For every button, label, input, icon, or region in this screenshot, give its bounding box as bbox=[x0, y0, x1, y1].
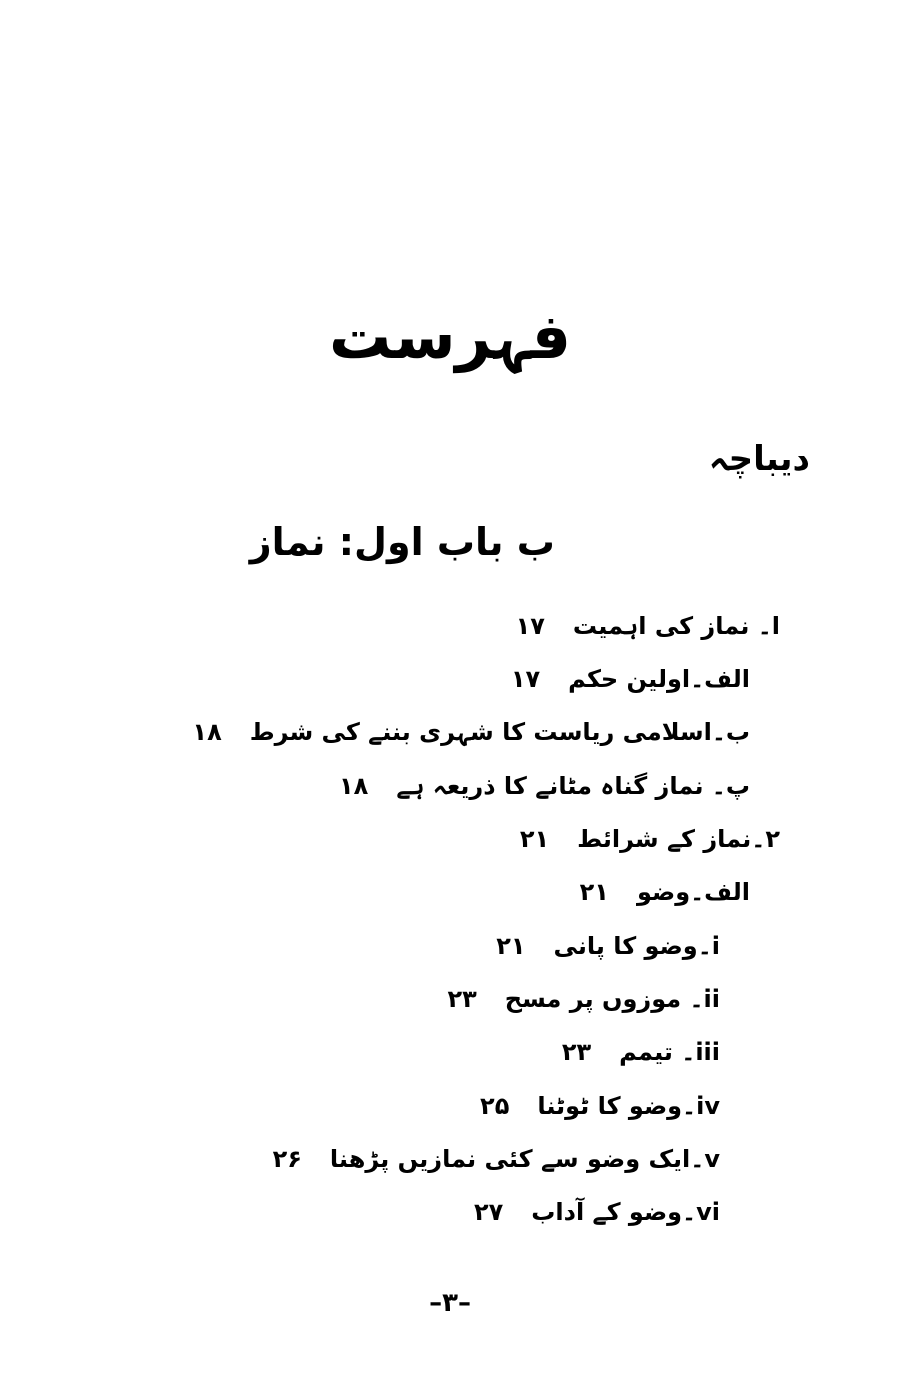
toc-entry-label: ب۔اسلامی ریاست کا شہری بننے کی شرط bbox=[249, 718, 750, 746]
chapter-heading: ب باب اول: نماز bbox=[249, 520, 555, 564]
toc-entry-page: ۲۵ bbox=[480, 1092, 510, 1120]
toc-entry bbox=[480, 1092, 720, 1121]
toc-entry bbox=[192, 718, 750, 747]
toc-entry-label: پ۔ نماز گناہ مٹانے کا ذریعہ ہے bbox=[396, 772, 750, 800]
preface-heading: دیباچہ bbox=[708, 439, 810, 479]
toc-entry bbox=[511, 665, 750, 694]
toc-entry-page: ۲۶ bbox=[272, 1145, 302, 1173]
toc-entry-label: الف۔وضو bbox=[636, 878, 750, 906]
toc-entry-page: ۲۱ bbox=[496, 932, 526, 960]
toc-entry bbox=[516, 612, 780, 641]
toc-entry-page: ۲۱ bbox=[519, 825, 550, 853]
toc-entry-label: ii۔ موزوں پر مسح bbox=[504, 985, 720, 1013]
toc-entry-page: ۱۷ bbox=[510, 665, 541, 693]
toc-entry-label: iv۔وضو کا ٹوٹنا bbox=[537, 1092, 720, 1120]
toc-entry-page: ۲۳ bbox=[561, 1038, 592, 1066]
toc-entry-label: iii۔ تیمم bbox=[619, 1038, 720, 1066]
toc-entry-page: ۱۸ bbox=[339, 772, 369, 800]
toc-entry bbox=[447, 985, 720, 1014]
toc-entry-page: ۱۸ bbox=[192, 718, 222, 746]
toc-entry-label: vi۔وضو کے آداب bbox=[531, 1198, 720, 1226]
page-number: –۳– bbox=[429, 1288, 471, 1318]
toc-entry bbox=[496, 932, 720, 961]
toc-entry-label: v۔ایک وضو سے کئی نمازیں پڑھنا bbox=[329, 1145, 720, 1173]
toc-entry bbox=[580, 878, 750, 907]
toc-entry bbox=[562, 1038, 720, 1067]
toc-entry-label: ۲۔نماز کے شرائط bbox=[577, 825, 780, 853]
toc-entry-page: ۲۷ bbox=[473, 1198, 504, 1226]
toc-entry-label: ا۔ نماز کی اہمیت bbox=[572, 612, 780, 640]
toc-entry-page: ۲۱ bbox=[579, 878, 609, 906]
toc-entry bbox=[273, 1145, 720, 1174]
page-title: فہرست bbox=[328, 300, 572, 373]
toc-entry bbox=[339, 772, 750, 801]
toc-entry-page: ۲۳ bbox=[447, 985, 477, 1013]
toc-entry-label: i۔وضو کا پانی bbox=[553, 932, 720, 960]
toc-entry bbox=[474, 1198, 720, 1227]
toc-entry bbox=[520, 825, 780, 854]
toc-entry-label: الف۔اولین حکم bbox=[568, 665, 750, 693]
toc-entry-page: ۱۷ bbox=[515, 612, 545, 640]
